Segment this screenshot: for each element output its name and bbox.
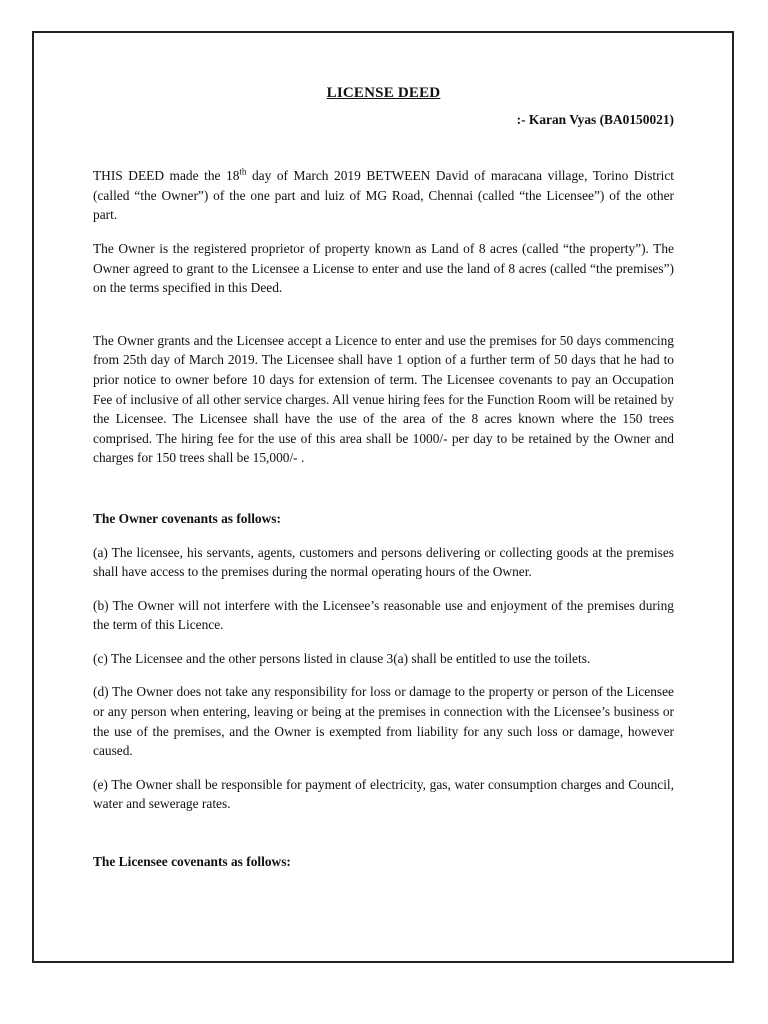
property-paragraph: The Owner is the registered proprietor of property known as Land of 8 acres (called “the property”). The Owner agreed to grant to the Licensee a License to enter and use the land of 8 acres (called “the premises”) on the terms specified in this Deed. <box>93 240 674 296</box>
intro-text-start: THIS DEED made the 18 <box>93 168 240 184</box>
owner-clause-d: (d) The Owner does not take any responsibility for loss or damage to the property or person of the Licensee or any person when entering, leaving or being at the premises in connection with the Licensee’s business or the use of the premises, and the Owner is exempted from liability for any such loss or damage, however caused. <box>93 684 674 759</box>
licensee-covenants-heading: The Licensee covenants as follows: <box>93 854 291 870</box>
owner-covenants-heading: The Owner covenants as follows: <box>93 510 281 526</box>
author-line: :- Karan Vyas (BA0150021) <box>516 111 674 127</box>
owner-clause-b: (b) The Owner will not interfere with the Licensee’s reasonable use and enjoyment of the premises during the term of this Licence. <box>93 597 674 633</box>
intro-date-suffix: th <box>239 166 247 177</box>
owner-clause-c: (c) The Licensee and the other persons listed in clause 3(a) shall be entitled to use the toilets. <box>93 650 591 666</box>
owner-clause-a: (a) The licensee, his servants, agents, customers and persons delivering or collecting goods at the premises shall have access to the premises during the normal operating hours of the Owner. <box>93 544 674 580</box>
document-title: LICENSE DEED <box>326 85 441 101</box>
document-body <box>93 84 674 886</box>
grant-paragraph: The Owner grants and the Licensee accept a Licence to enter and use the premises for 50 days commencing from 25th day of March 2019. The Licensee shall have 1 option of a further term of 50 days that he had to prior notice to owner before 10 days for extension of term. The Licensee covenants to pay an Occupation Fee of inclusive of all other service charges. All venue hiring fees for the Function Room will be retained by the Licensee. The Licensee shall have the use of the area of the 8 acres known where the 150 trees comprised. The hiring fee for the use of this area shall be 1000/- per day to be retained by the Owner and charges for 150 trees shall be 15,000/- . <box>93 332 674 466</box>
intro-paragraph <box>93 166 674 225</box>
owner-clause-e: (e) The Owner shall be responsible for payment of electricity, gas, water consumption charges and Council, water and sewerage rates. <box>93 776 674 812</box>
intro-text-end: day of March 2019 BETWEEN David of maracana village, Torino District (called “the Owner”) of the one part and luiz of MG Road, Chennai (called “the Licensee”) of the other part. <box>93 168 674 223</box>
